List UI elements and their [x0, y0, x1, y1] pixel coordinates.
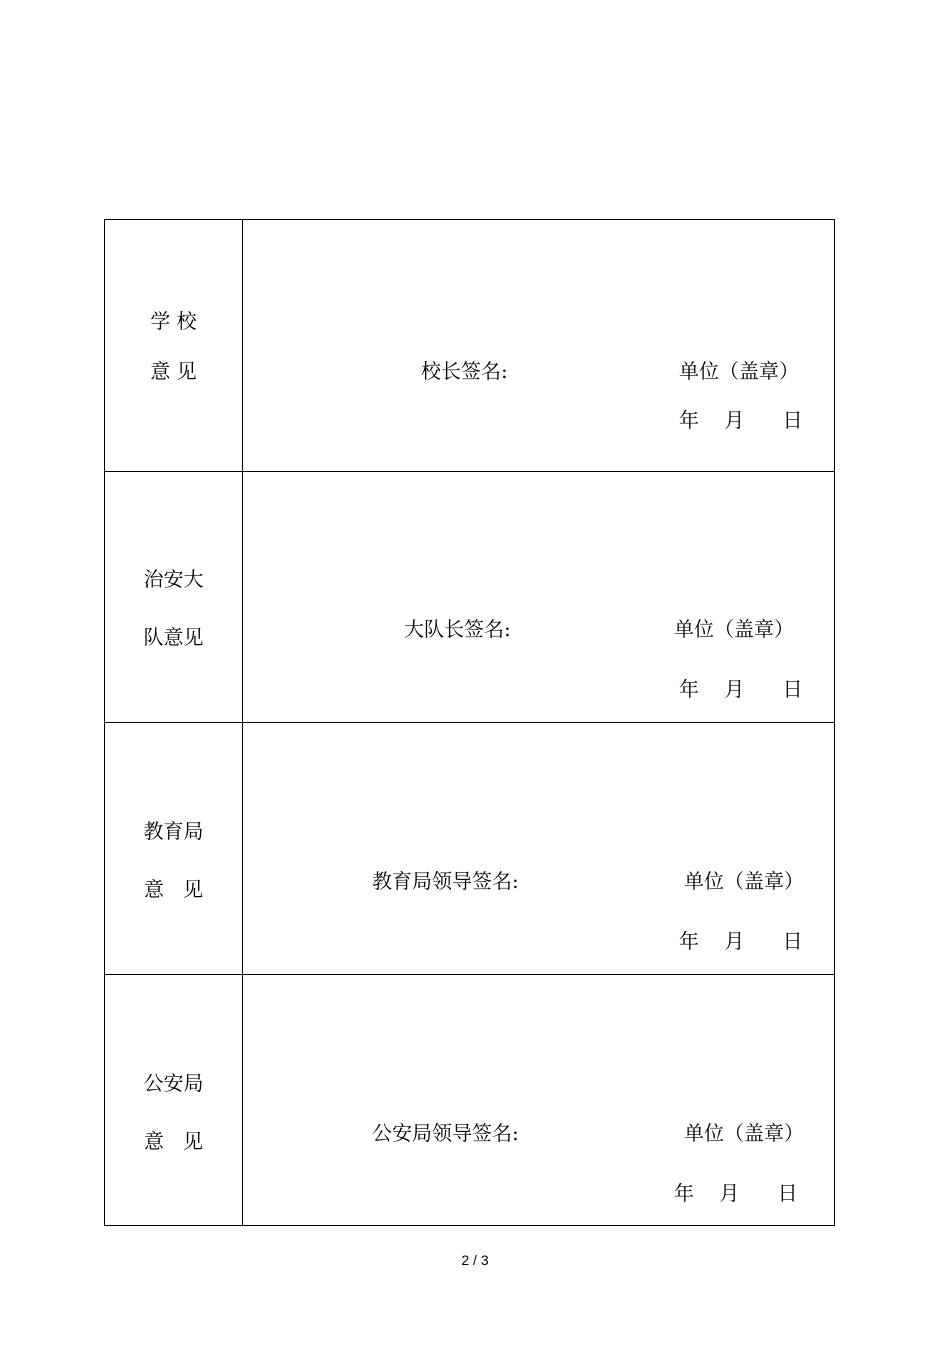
- education-leader-signature-label: 教育局领导签名:: [372, 869, 519, 893]
- school-label-cell: [105, 220, 243, 472]
- security-brigade-opinion-row: [105, 471, 835, 723]
- unit-seal-label: 单位（盖章）: [674, 616, 794, 641]
- date-label: 年 月 日: [674, 1180, 798, 1205]
- section-label-line1: 治安大: [143, 566, 204, 591]
- section-label-line2: 队意见: [143, 624, 204, 649]
- public-security-bureau-opinion-cell[interactable]: [243, 974, 835, 1226]
- security-brigade-label-cell: [105, 471, 243, 723]
- section-label-line1: 公安局: [143, 1070, 204, 1095]
- school-opinion-cell[interactable]: [243, 220, 835, 472]
- section-label-line2: 意 见: [150, 359, 197, 383]
- education-bureau-opinion-cell[interactable]: [243, 723, 835, 975]
- date-label: 年 月 日: [679, 676, 803, 701]
- section-label-line1: 教育局: [143, 819, 204, 843]
- principal-signature-label: 校长签名:: [421, 359, 508, 383]
- unit-seal-label: 单位（盖章）: [679, 359, 799, 383]
- public-security-leader-signature-label: 公安局领导签名:: [372, 1120, 519, 1145]
- section-label-line2: 意 见: [143, 1128, 204, 1153]
- security-brigade-opinion-cell[interactable]: [243, 471, 835, 723]
- section-label-line2: 意 见: [143, 877, 204, 901]
- school-opinion-row: [105, 220, 835, 472]
- unit-seal-label: 单位（盖章）: [684, 1120, 804, 1145]
- date-label: 年 月 日: [679, 929, 803, 953]
- public-security-bureau-label-cell: [105, 974, 243, 1226]
- education-bureau-opinion-row: [105, 723, 835, 975]
- brigade-leader-signature-label: 大队长签名:: [404, 616, 511, 641]
- unit-seal-label: 单位（盖章）: [684, 869, 804, 893]
- education-bureau-label-cell: [105, 723, 243, 975]
- public-security-bureau-opinion-row: [105, 974, 835, 1226]
- opinion-form-table: [104, 219, 835, 1226]
- page-number: 2 / 3: [461, 1252, 489, 1268]
- date-label: 年 月 日: [679, 408, 803, 432]
- section-label-line1: 学 校: [150, 309, 197, 333]
